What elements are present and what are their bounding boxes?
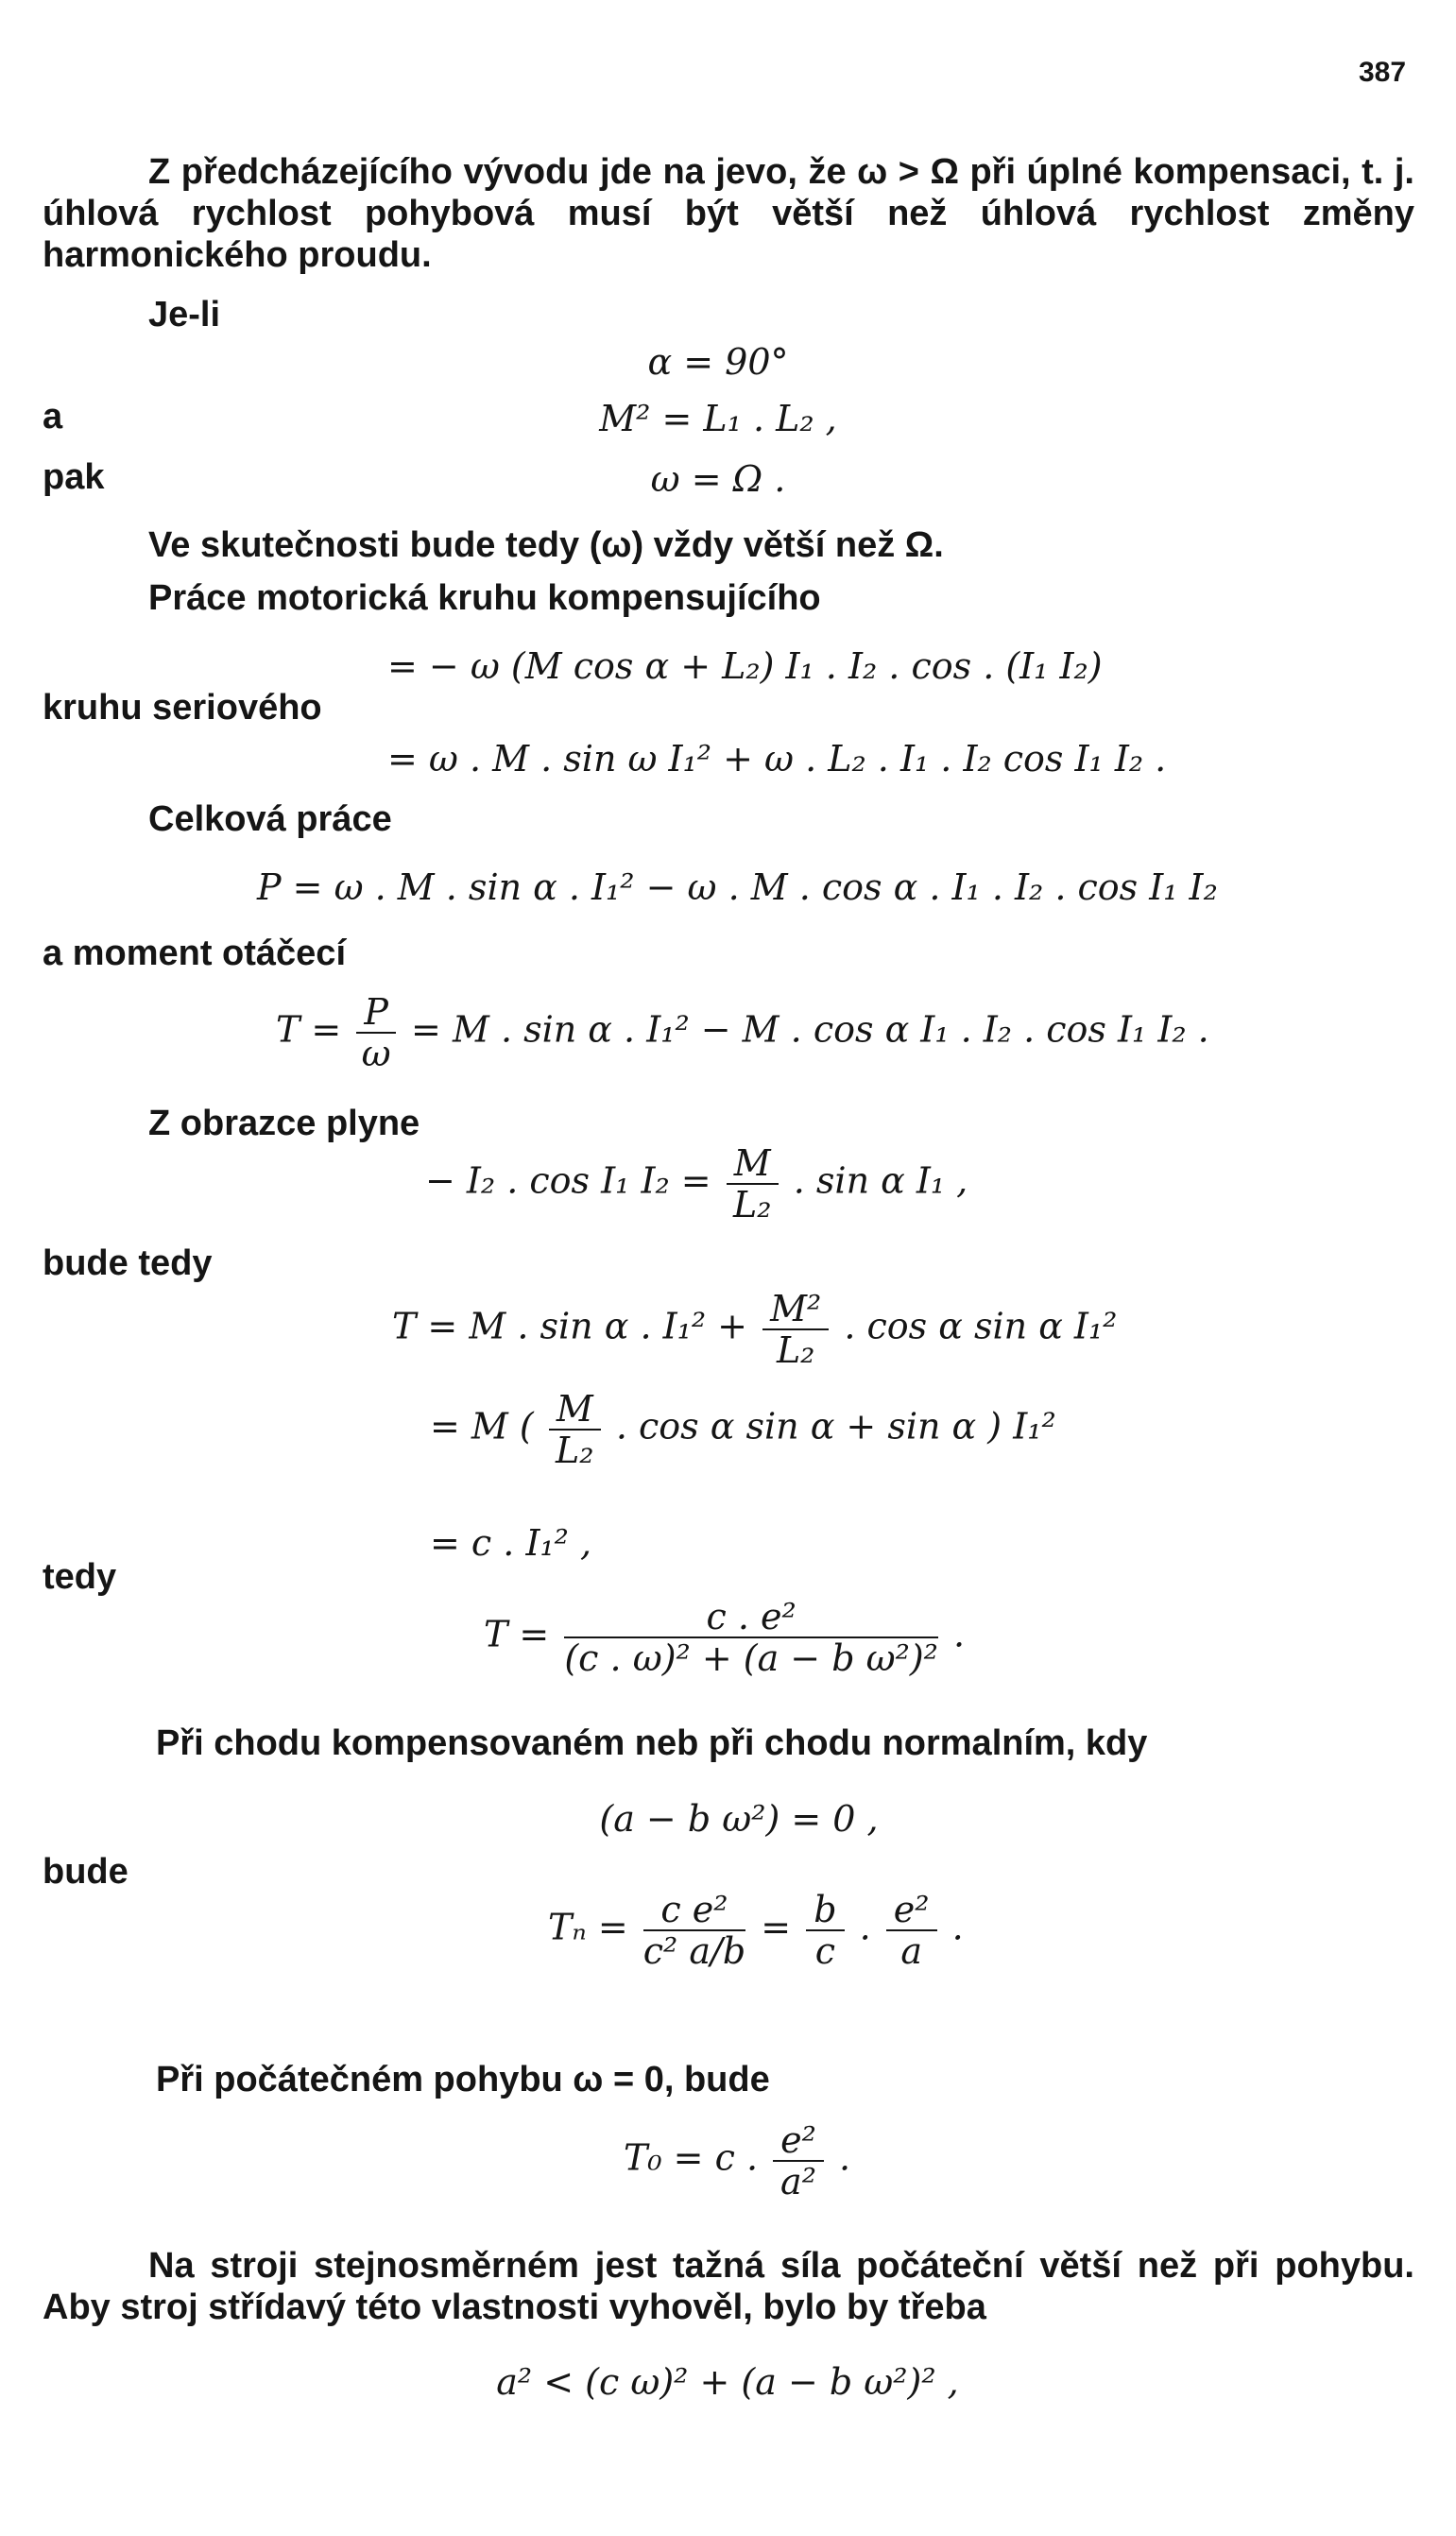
tn-fraction-2 (806, 1890, 844, 1971)
tfinal-denominator: (c . ω)² + (a − b ω²)² (564, 1637, 938, 1679)
t0-lhs: T₀ = c . (624, 2136, 759, 2179)
ve-skutecnosti-text: Ve skutečnosti bude tedy (ω) vždy větší než Ω. (148, 525, 944, 565)
figure-rhs: . sin α I₁ , (793, 1159, 968, 1202)
equation-normal-torque (548, 1890, 964, 1971)
z-obrazce-text: Z obrazce plyne (148, 1104, 420, 1143)
tn-f3-denominator: a (900, 1930, 922, 1972)
label-a-moment: a moment otáčecí (43, 934, 346, 973)
tn-mid: = (761, 1906, 792, 1948)
t0-end: . (838, 2136, 851, 2179)
t1-fraction (762, 1289, 829, 1370)
t1-denominator: L₂ (776, 1329, 815, 1371)
tn-lhs: Tₙ = (548, 1906, 628, 1948)
equation-torque-final (484, 1597, 965, 1678)
t2-lhs: = M ( (430, 1405, 534, 1448)
torque-lhs: T = (276, 1008, 342, 1051)
t0-denominator: a² (780, 2161, 816, 2202)
je-li-text: Je-li (148, 295, 221, 334)
equation-inequality: a² < (c ω)² + (a − b ω²)² , (496, 2361, 959, 2403)
tn-f2-numerator: b (806, 1890, 844, 1931)
tn-fraction (643, 1890, 745, 1971)
t0-numerator: e² (773, 2120, 824, 2162)
label-bude-tedy: bude tedy (43, 1243, 213, 1283)
t2-denominator: L₂ (556, 1430, 594, 1471)
torque-fraction (356, 992, 396, 1073)
figure-numerator: M (727, 1143, 779, 1185)
tn-numerator: c e² (643, 1890, 745, 1931)
torque-denominator: ω (361, 1033, 391, 1074)
t1-rhs: . cos α sin α I₁² (844, 1305, 1118, 1347)
equation-m-squared: M² = L₁ . L₂ , (599, 398, 837, 439)
label-kruhu-serioveho: kruhu seriového (43, 688, 322, 728)
tfinal-lhs: T = (484, 1613, 550, 1655)
tfinal-end: . (953, 1613, 966, 1655)
label-pak: pak (43, 457, 105, 497)
tfinal-numerator: c . e² (564, 1597, 938, 1638)
equation-total-work: P = ω . M . sin α . I₁² − ω . M . cos α . I₁ . I₂ . cos I₁ I₂ (257, 866, 1218, 908)
tn-f3-numerator: e² (886, 1890, 937, 1931)
figure-lhs: − I₂ . cos I₁ I₂ = (425, 1159, 711, 1202)
page-number: 387 (1359, 57, 1407, 88)
equation-work-series: = ω . M . sin ω I₁² + ω . L₂ . I₁ . I₂ cos I₁ I₂ . (387, 738, 1167, 780)
equation-alpha: α = 90° (647, 341, 789, 383)
figure-fraction (727, 1143, 779, 1225)
equation-figure (425, 1143, 968, 1225)
t2-numerator: M (549, 1389, 601, 1431)
tn-denominator: c² a/b (642, 1930, 746, 1972)
final-paragraph: Na stroji stejnosměrném jest tažná síla počáteční větší než při pohybu. Aby stroj střídavý této vlastnosti vyhověl, bylo by třeba (43, 2246, 1414, 2327)
t2-fraction (549, 1389, 601, 1470)
tn-end: . (951, 1906, 964, 1948)
tfinal-fraction (564, 1597, 938, 1678)
tn-fraction-3 (886, 1890, 937, 1971)
t2-rhs: . cos α sin α + sin α ) I₁² (615, 1405, 1056, 1448)
tn-f2-denominator: c (814, 1930, 835, 1972)
label-a: a (43, 397, 63, 437)
equation-torque-constant: = c . I₁² , (430, 1522, 592, 1564)
equation-initial-torque (624, 2120, 850, 2202)
torque-rhs: = M . sin α . I₁² − M . cos α I₁ . I₂ . cos I₁ I₂ . (411, 1008, 1209, 1051)
equation-torque-expanded (392, 1289, 1117, 1370)
t1-numerator: M² (762, 1289, 829, 1330)
t0-fraction (773, 2120, 824, 2202)
pri-pocatecnim-text: Při počátečném pohybu ω = 0, bude (156, 2060, 770, 2099)
equation-normal-condition: (a − b ω²) = 0 , (599, 1798, 879, 1840)
label-bude: bude (43, 1852, 128, 1892)
celkova-prace-text: Celková práce (148, 799, 392, 839)
intro-paragraph: Z předcházejícího vývodu jde na jevo, že ω > Ω při úplné kompensaci, t. j. úhlová rychlost pohybová musí být větší než úhlová rychlost změny harmonického proudu. (43, 152, 1414, 275)
figure-denominator: L₂ (732, 1184, 772, 1225)
tn-dot: . (859, 1906, 871, 1948)
prace-motoricka-text: Práce motorická kruhu kompensujícího (148, 578, 821, 618)
label-tedy: tedy (43, 1557, 117, 1597)
pri-chodu-text: Při chodu kompensovaném neb při chodu normalním, kdy (156, 1723, 1148, 1763)
equation-torque (276, 992, 1209, 1073)
equation-omega: ω = Ω . (650, 458, 786, 500)
equation-work-compensating: = − ω (M cos α + L₂) I₁ . I₂ . cos . (I₁ I₂) (387, 645, 1103, 687)
t1-lhs: T = M . sin α . I₁² + (392, 1305, 747, 1347)
equation-torque-factored (430, 1389, 1056, 1470)
torque-numerator: P (356, 992, 396, 1034)
